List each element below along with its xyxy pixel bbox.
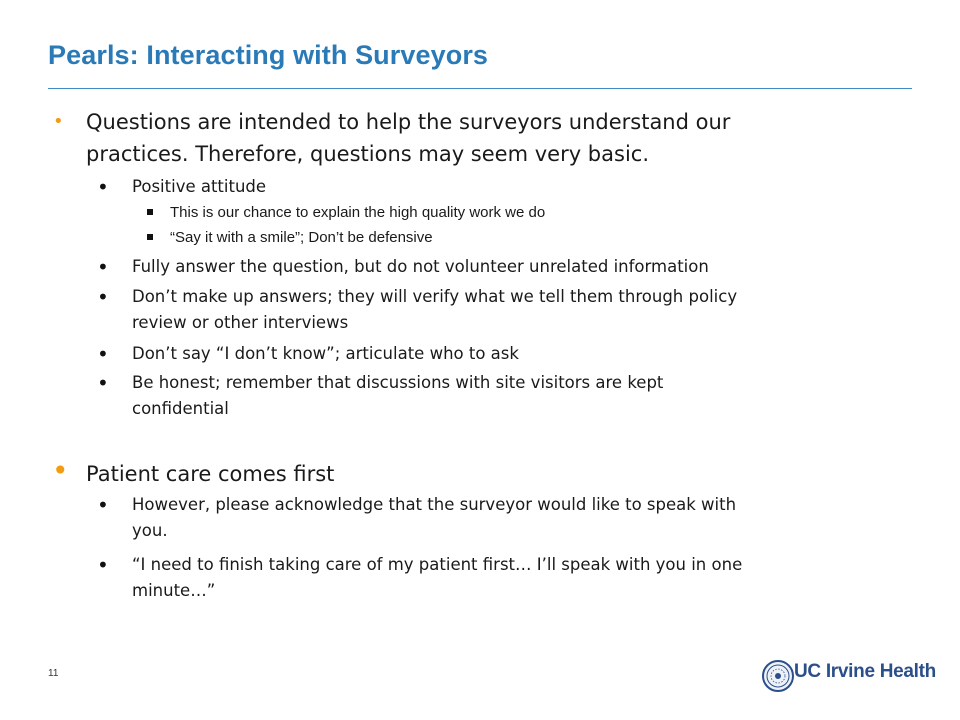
sub-honest-line2: confidential: [132, 399, 229, 418]
subsub-chance-text: This is our chance to explain the high quality work we do: [170, 204, 546, 221]
title-divider: [48, 88, 912, 89]
square-bullet-icon: [147, 234, 153, 240]
sub-make-up: [97, 284, 882, 336]
subsub-chance: [170, 202, 870, 224]
sub-make-up-line2: review or other interviews: [132, 313, 349, 332]
sub-honest-line1: Be honest; remember that discussions with site visitors are kept: [132, 373, 664, 392]
sub-positive-attitude-text: Positive attitude: [132, 177, 267, 196]
orange-bullet-icon: •: [52, 454, 69, 487]
bullet-dot-icon: •: [97, 553, 109, 577]
bullet-dot-icon: •: [97, 371, 109, 395]
sub-fully-answer: [97, 254, 882, 280]
sub-finish-line2: minute…”: [132, 581, 216, 600]
sub-make-up-line1: Don’t make up answers; they will verify what we tell them through policy: [132, 287, 738, 306]
sub-dont-know-text: Don’t say “I don’t know”; articulate who to ask: [132, 344, 519, 363]
slide-title: Pearls: Interacting with Surveyors: [48, 40, 489, 70]
bullet-questions: [53, 106, 856, 170]
sub-acknowledge-line1: However, please acknowledge that the surveyor would like to speak with: [132, 495, 737, 514]
sub-dont-know: [97, 341, 882, 367]
sub-positive-attitude: [97, 174, 882, 200]
bullet-dot-icon: •: [97, 255, 109, 279]
orange-bullet-icon: •: [53, 111, 64, 132]
sub-honest: [97, 370, 882, 422]
sub-acknowledge-line2: you.: [132, 521, 168, 540]
bullet-patient-care-text: Patient care comes first: [86, 462, 335, 486]
bullet-dot-icon: •: [97, 285, 109, 309]
subsub-smile: [170, 227, 870, 249]
sub-fully-answer-text: Fully answer the question, but do not volunteer unrelated information: [132, 257, 709, 276]
sub-finish-line1: “I need to finish taking care of my patient first… I’ll speak with you in one: [132, 555, 743, 574]
square-bullet-icon: [147, 209, 153, 215]
bullet-questions-line1: Questions are intended to help the surveyors understand our: [86, 110, 731, 134]
page-number: 11: [48, 668, 59, 679]
bullet-dot-icon: •: [97, 493, 109, 517]
sub-finish: [97, 552, 882, 604]
subsub-smile-text: “Say it with a smile”; Don’t be defensive: [170, 229, 433, 246]
logo-text: UC Irvine Health: [794, 661, 936, 682]
bullet-patient-care: [52, 454, 856, 490]
bullet-questions-line2: practices. Therefore, questions may seem very basic.: [86, 142, 650, 166]
bullet-dot-icon: •: [97, 342, 109, 366]
bullet-dot-icon: •: [97, 175, 109, 199]
sub-acknowledge: [97, 492, 882, 544]
